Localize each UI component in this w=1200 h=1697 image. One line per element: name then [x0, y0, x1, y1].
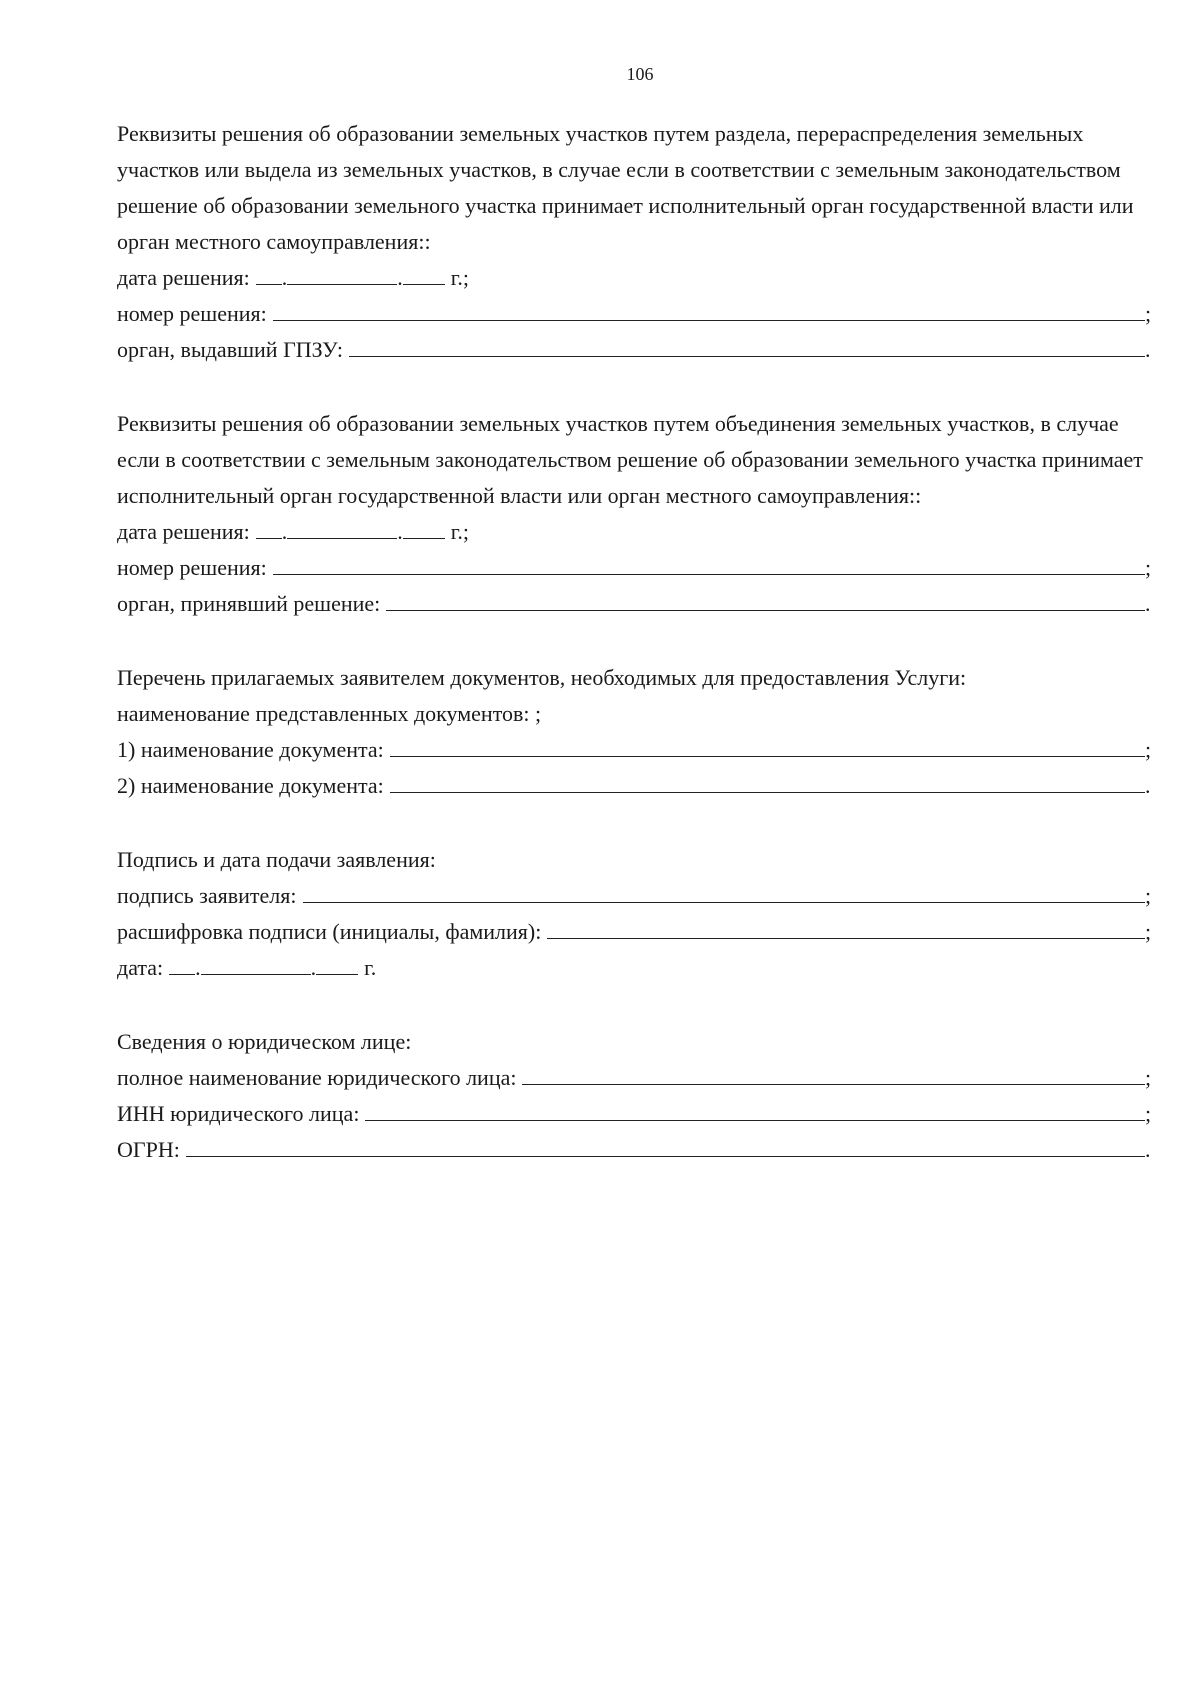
legal-inn-label: ИНН юридического лица:	[117, 1101, 360, 1126]
section-legal	[117, 1024, 1157, 1168]
signature-heading: Подпись и дата подачи заявления:	[117, 847, 436, 872]
documents-subheading: наименование представленных документов: ;	[117, 701, 542, 726]
doc1-row	[117, 732, 1157, 768]
documents-heading: Перечень прилагаемых заявителем документов, необходимых для предоставления Услуги:	[117, 665, 967, 690]
doc1-field[interactable]	[390, 734, 1145, 757]
legal-inn-end: ;	[1145, 1101, 1152, 1126]
obedinenie-number-label: номер решения:	[117, 555, 267, 580]
date-separator: .	[281, 519, 288, 544]
razdel-date-month-field[interactable]	[287, 262, 397, 285]
section-razdel	[117, 116, 1157, 368]
section-obedinenie-intro: Реквизиты решения об образовании земельных участков путем объединения земельных участков, в случае если в соответствии с земельным законодательством решение об образовании земельного участка принимает исполнительный орган государственной власти или орган местного самоуправления::	[117, 411, 1143, 508]
signature-date-day-field[interactable]	[169, 952, 195, 975]
obedinenie-date-row	[117, 514, 1157, 550]
signature-date-row	[117, 950, 1157, 986]
razdel-number-label: номер решения:	[117, 301, 267, 326]
signature-field[interactable]	[303, 880, 1145, 903]
doc2-row	[117, 768, 1157, 804]
date-separator: .	[310, 955, 317, 980]
date-separator: .	[397, 265, 403, 290]
signature-date-label: дата:	[117, 955, 164, 980]
decode-end: ;	[1145, 919, 1152, 944]
obedinenie-number-row	[117, 550, 1157, 586]
legal-inn-field[interactable]	[365, 1098, 1145, 1121]
section-razdel-intro: Реквизиты решения об образовании земельных участков путем раздела, перераспределения земельных участков или выдела из земельных участков, в случае если в соответствии с земельным законодательством решение об образовании земельного участка принимает исполнительный орган государственной власти или орган местного самоуправления::	[117, 121, 1134, 254]
obedinenie-date-month-field[interactable]	[287, 516, 397, 539]
legal-inn-row	[117, 1096, 1157, 1132]
legal-ogrn-end: .	[1145, 1137, 1151, 1162]
legal-name-label: полное наименование юридического лица:	[117, 1065, 517, 1090]
decode-row	[117, 914, 1157, 950]
razdel-date-row	[117, 260, 1157, 296]
obedinenie-organ-row	[117, 586, 1157, 622]
signature-decode-field[interactable]	[547, 916, 1145, 939]
doc2-label: 2) наименование документа:	[117, 773, 384, 798]
razdel-organ-end: .	[1145, 337, 1151, 362]
razdel-organ-field[interactable]	[349, 334, 1145, 357]
obedinenie-organ-field[interactable]	[386, 588, 1145, 611]
razdel-number-field[interactable]	[273, 298, 1145, 321]
razdel-number-row	[117, 296, 1157, 332]
doc2-field[interactable]	[390, 770, 1145, 793]
razdel-organ-label: орган, выдавший ГПЗУ:	[117, 337, 343, 362]
legal-ogrn-field[interactable]	[186, 1134, 1145, 1157]
signature-date-year-field[interactable]	[316, 952, 358, 975]
legal-ogrn-row	[117, 1132, 1157, 1168]
obedinenie-number-end: ;	[1145, 555, 1152, 580]
legal-ogrn-label: ОГРН:	[117, 1137, 180, 1162]
obedinenie-date-day-field[interactable]	[256, 516, 282, 539]
sign-label: подпись заявителя:	[117, 883, 297, 908]
obedinenie-number-field[interactable]	[273, 552, 1145, 575]
doc2-end: .	[1145, 773, 1151, 798]
signature-date-month-field[interactable]	[201, 952, 311, 975]
form-content	[117, 116, 1157, 1206]
razdel-date-suffix: г.;	[450, 265, 469, 290]
sign-row	[117, 878, 1157, 914]
legal-heading: Сведения о юридическом лице:	[117, 1029, 412, 1054]
date-separator: .	[397, 519, 403, 544]
obedinenie-date-year-field[interactable]	[403, 516, 445, 539]
section-documents	[117, 660, 1157, 804]
date-separator: .	[195, 955, 201, 980]
signature-date-suffix: г.	[364, 955, 377, 980]
razdel-date-day-field[interactable]	[256, 262, 282, 285]
date-separator: .	[281, 265, 288, 290]
razdel-number-end: ;	[1145, 301, 1152, 326]
obedinenie-date-label: дата решения:	[117, 519, 250, 544]
obedinenie-date-suffix: г.;	[450, 519, 469, 544]
page-number: 106	[626, 64, 654, 84]
razdel-date-label: дата решения:	[117, 265, 250, 290]
legal-name-field[interactable]	[522, 1062, 1145, 1085]
obedinenie-organ-end: .	[1145, 591, 1151, 616]
sign-end: ;	[1145, 883, 1152, 908]
legal-name-row	[117, 1060, 1157, 1096]
razdel-date-year-field[interactable]	[403, 262, 445, 285]
razdel-organ-row	[117, 332, 1157, 368]
section-obedinenie	[117, 406, 1157, 622]
doc1-label: 1) наименование документа:	[117, 737, 384, 762]
obedinenie-organ-label: орган, принявший решение:	[117, 591, 381, 616]
section-signature	[117, 842, 1157, 986]
decode-label: расшифровка подписи (инициалы, фамилия):	[117, 919, 542, 944]
doc1-end: ;	[1145, 737, 1152, 762]
legal-name-end: ;	[1145, 1065, 1152, 1090]
